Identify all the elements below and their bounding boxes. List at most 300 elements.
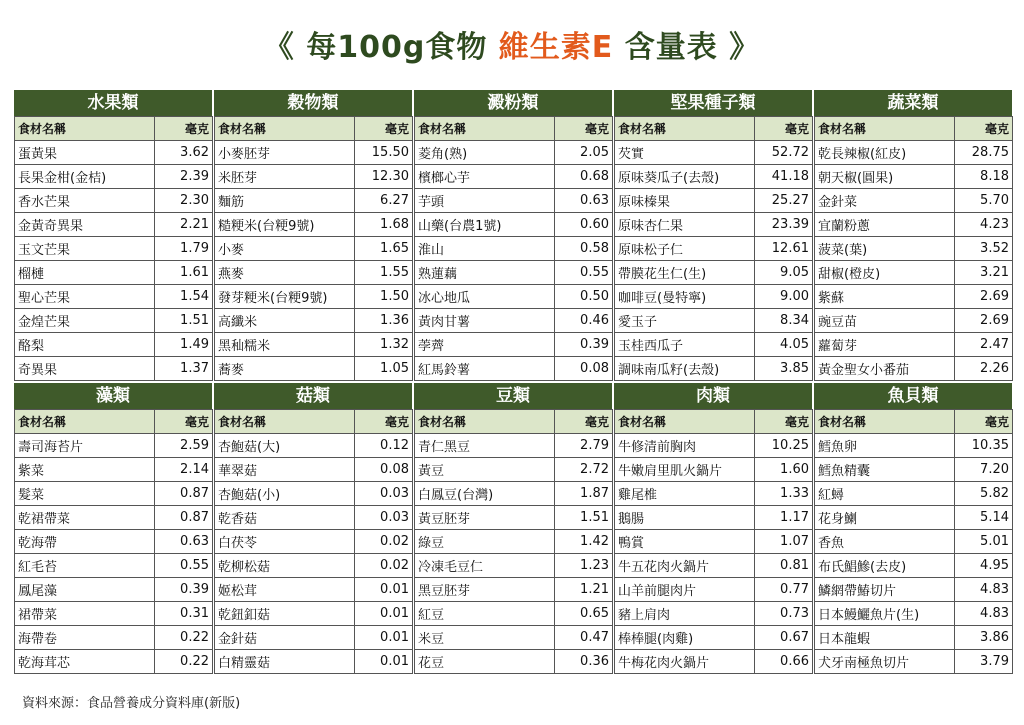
vitamin-e-value-cell: 2.05 bbox=[555, 141, 613, 165]
vitamin-e-value-cell: 0.22 bbox=[155, 626, 213, 650]
table-row bbox=[15, 626, 213, 650]
food-name-cell: 榴槤 bbox=[15, 261, 155, 285]
food-name-cell: 花豆 bbox=[415, 650, 555, 674]
vitamin-e-value-cell: 1.17 bbox=[755, 506, 813, 530]
food-name-cell: 糙粳米(台粳9號) bbox=[215, 213, 355, 237]
vitamin-e-value-cell: 0.66 bbox=[755, 650, 813, 674]
food-name-cell: 黃肉甘薯 bbox=[415, 309, 555, 333]
table-row bbox=[415, 357, 613, 381]
vitamin-e-value-cell: 0.39 bbox=[555, 333, 613, 357]
category-block bbox=[614, 383, 812, 674]
vitamin-e-value-cell: 2.30 bbox=[155, 189, 213, 213]
table-row bbox=[815, 141, 1013, 165]
title-prefix: 《 每100g食物 bbox=[263, 30, 499, 65]
column-header-name: 食材名稱 bbox=[615, 117, 755, 141]
food-name-cell: 朝天椒(圓果) bbox=[815, 165, 955, 189]
table-row bbox=[15, 506, 213, 530]
table-row bbox=[215, 261, 413, 285]
table-row bbox=[15, 189, 213, 213]
table-row bbox=[815, 482, 1013, 506]
table-row bbox=[415, 333, 613, 357]
category-block bbox=[414, 90, 612, 381]
food-name-cell: 金黃奇異果 bbox=[15, 213, 155, 237]
food-name-cell: 蕎麥 bbox=[215, 357, 355, 381]
table-row bbox=[815, 578, 1013, 602]
food-name-cell: 杏鮑菇(小) bbox=[215, 482, 355, 506]
food-name-cell: 黃金聖女小番茄 bbox=[815, 357, 955, 381]
vitamin-e-value-cell: 41.18 bbox=[755, 165, 813, 189]
vitamin-e-value-cell: 1.65 bbox=[355, 237, 413, 261]
table-row bbox=[815, 261, 1013, 285]
column-header-name: 食材名稱 bbox=[415, 117, 555, 141]
vitamin-e-value-cell: 0.58 bbox=[555, 237, 613, 261]
food-name-cell: 牛五花肉火鍋片 bbox=[615, 554, 755, 578]
food-name-cell: 金煌芒果 bbox=[15, 309, 155, 333]
table-row bbox=[815, 213, 1013, 237]
vitamin-e-value-cell: 0.02 bbox=[355, 554, 413, 578]
vitamin-e-value-cell: 0.08 bbox=[355, 458, 413, 482]
table-row bbox=[15, 578, 213, 602]
column-header-name: 食材名稱 bbox=[15, 410, 155, 434]
vitamin-e-value-cell: 2.79 bbox=[555, 434, 613, 458]
food-name-cell: 聖心芒果 bbox=[15, 285, 155, 309]
vitamin-e-value-cell: 5.70 bbox=[955, 189, 1013, 213]
food-table bbox=[414, 409, 613, 674]
food-table bbox=[614, 116, 813, 381]
category-block bbox=[214, 90, 412, 381]
table-row bbox=[15, 213, 213, 237]
category-block bbox=[814, 90, 1012, 381]
vitamin-e-value-cell: 15.50 bbox=[355, 141, 413, 165]
table-row bbox=[215, 213, 413, 237]
vitamin-e-value-cell: 0.08 bbox=[555, 357, 613, 381]
food-name-cell: 香水芒果 bbox=[15, 189, 155, 213]
vitamin-e-value-cell: 4.95 bbox=[955, 554, 1013, 578]
food-name-cell: 姬松茸 bbox=[215, 578, 355, 602]
category-block bbox=[14, 383, 212, 674]
food-name-cell: 綠豆 bbox=[415, 530, 555, 554]
table-row bbox=[615, 554, 813, 578]
table-row bbox=[15, 237, 213, 261]
table-row bbox=[215, 189, 413, 213]
food-name-cell: 日本鰻鱺魚片(生) bbox=[815, 602, 955, 626]
category-title: 藻類 bbox=[14, 383, 212, 409]
food-name-cell: 小麥胚芽 bbox=[215, 141, 355, 165]
food-name-cell: 乾柳松菇 bbox=[215, 554, 355, 578]
food-name-cell: 乾海茸芯 bbox=[15, 650, 155, 674]
vitamin-e-value-cell: 7.20 bbox=[955, 458, 1013, 482]
food-name-cell: 犬牙南極魚切片 bbox=[815, 650, 955, 674]
food-table bbox=[14, 116, 213, 381]
table-row bbox=[615, 237, 813, 261]
table-row bbox=[415, 165, 613, 189]
category-title: 水果類 bbox=[14, 90, 212, 116]
table-header-row bbox=[815, 410, 1013, 434]
food-name-cell: 牛梅花肉火鍋片 bbox=[615, 650, 755, 674]
vitamin-e-value-cell: 1.07 bbox=[755, 530, 813, 554]
vitamin-e-value-cell: 4.23 bbox=[955, 213, 1013, 237]
vitamin-e-value-cell: 10.35 bbox=[955, 434, 1013, 458]
food-name-cell: 鴨賞 bbox=[615, 530, 755, 554]
food-name-cell: 黑豆胚芽 bbox=[415, 578, 555, 602]
food-name-cell: 乾裙帶菜 bbox=[15, 506, 155, 530]
food-name-cell: 豬上肩肉 bbox=[615, 602, 755, 626]
table-row bbox=[815, 554, 1013, 578]
food-name-cell: 米豆 bbox=[415, 626, 555, 650]
table-row bbox=[415, 626, 613, 650]
food-name-cell: 海帶卷 bbox=[15, 626, 155, 650]
table-row bbox=[215, 285, 413, 309]
vitamin-e-value-cell: 0.03 bbox=[355, 482, 413, 506]
table-header-row bbox=[815, 117, 1013, 141]
food-table bbox=[614, 409, 813, 674]
table-row bbox=[215, 626, 413, 650]
table-row bbox=[815, 626, 1013, 650]
vitamin-e-value-cell: 8.18 bbox=[955, 165, 1013, 189]
table-row bbox=[215, 237, 413, 261]
vitamin-e-value-cell: 0.01 bbox=[355, 650, 413, 674]
food-table bbox=[214, 409, 413, 674]
table-row bbox=[415, 213, 613, 237]
food-name-cell: 小麥 bbox=[215, 237, 355, 261]
table-row bbox=[615, 506, 813, 530]
food-name-cell: 豌豆苗 bbox=[815, 309, 955, 333]
vitamin-e-value-cell: 3.52 bbox=[955, 237, 1013, 261]
vitamin-e-value-cell: 1.49 bbox=[155, 333, 213, 357]
food-name-cell: 乾海帶 bbox=[15, 530, 155, 554]
category-block bbox=[814, 383, 1012, 674]
vitamin-e-value-cell: 1.05 bbox=[355, 357, 413, 381]
vitamin-e-value-cell: 5.01 bbox=[955, 530, 1013, 554]
table-header-row bbox=[15, 117, 213, 141]
vitamin-e-value-cell: 1.33 bbox=[755, 482, 813, 506]
vitamin-e-value-cell: 4.05 bbox=[755, 333, 813, 357]
vitamin-e-value-cell: 12.61 bbox=[755, 237, 813, 261]
table-row bbox=[615, 213, 813, 237]
food-name-cell: 布氏鯧鰺(去皮) bbox=[815, 554, 955, 578]
table-row bbox=[415, 309, 613, 333]
food-name-cell: 白鳳豆(台灣) bbox=[415, 482, 555, 506]
table-row bbox=[15, 333, 213, 357]
category-block bbox=[614, 90, 812, 381]
column-header-unit: 毫克 bbox=[155, 117, 213, 141]
food-name-cell: 芋頭 bbox=[415, 189, 555, 213]
vitamin-e-value-cell: 0.63 bbox=[555, 189, 613, 213]
vitamin-e-value-cell: 1.42 bbox=[555, 530, 613, 554]
food-name-cell: 紫菜 bbox=[15, 458, 155, 482]
column-header-unit: 毫克 bbox=[755, 117, 813, 141]
food-name-cell: 牛嫩肩里肌火鍋片 bbox=[615, 458, 755, 482]
vitamin-e-value-cell: 0.12 bbox=[355, 434, 413, 458]
vitamin-e-value-cell: 0.01 bbox=[355, 602, 413, 626]
vitamin-e-value-cell: 2.69 bbox=[955, 285, 1013, 309]
food-name-cell: 黑秈糯米 bbox=[215, 333, 355, 357]
food-name-cell: 裙帶菜 bbox=[15, 602, 155, 626]
table-header-row bbox=[15, 410, 213, 434]
page-title bbox=[0, 22, 1024, 66]
food-name-cell: 燕麥 bbox=[215, 261, 355, 285]
table-row bbox=[415, 650, 613, 674]
category-title: 豆類 bbox=[414, 383, 612, 409]
table-row bbox=[15, 434, 213, 458]
table-header-row bbox=[615, 410, 813, 434]
table-row bbox=[815, 458, 1013, 482]
table-row bbox=[615, 141, 813, 165]
table-row bbox=[15, 261, 213, 285]
table-row bbox=[215, 482, 413, 506]
food-table bbox=[814, 409, 1013, 674]
food-name-cell: 雞尾椎 bbox=[615, 482, 755, 506]
table-row bbox=[15, 602, 213, 626]
vitamin-e-value-cell: 1.36 bbox=[355, 309, 413, 333]
food-name-cell: 玉文芒果 bbox=[15, 237, 155, 261]
table-row bbox=[415, 189, 613, 213]
food-name-cell: 乾鈕釦菇 bbox=[215, 602, 355, 626]
vitamin-e-value-cell: 1.55 bbox=[355, 261, 413, 285]
vitamin-e-value-cell: 12.30 bbox=[355, 165, 413, 189]
food-name-cell: 香魚 bbox=[815, 530, 955, 554]
table-row bbox=[615, 530, 813, 554]
table-row bbox=[415, 458, 613, 482]
table-row bbox=[415, 261, 613, 285]
category-title: 澱粉類 bbox=[414, 90, 612, 116]
table-row bbox=[215, 141, 413, 165]
vitamin-e-value-cell: 4.83 bbox=[955, 602, 1013, 626]
category-block bbox=[14, 90, 212, 381]
vitamin-e-value-cell: 3.79 bbox=[955, 650, 1013, 674]
vitamin-e-value-cell: 0.36 bbox=[555, 650, 613, 674]
table-row bbox=[815, 650, 1013, 674]
table-row bbox=[215, 333, 413, 357]
table-row bbox=[615, 309, 813, 333]
vitamin-e-value-cell: 28.75 bbox=[955, 141, 1013, 165]
title-suffix: 含量表 》 bbox=[613, 30, 761, 65]
food-name-cell: 黃豆胚芽 bbox=[415, 506, 555, 530]
vitamin-e-value-cell: 5.14 bbox=[955, 506, 1013, 530]
column-header-unit: 毫克 bbox=[755, 410, 813, 434]
vitamin-e-value-cell: 0.46 bbox=[555, 309, 613, 333]
vitamin-e-value-cell: 0.63 bbox=[155, 530, 213, 554]
vitamin-e-value-cell: 2.69 bbox=[955, 309, 1013, 333]
food-table bbox=[14, 409, 213, 674]
food-name-cell: 蛋黃果 bbox=[15, 141, 155, 165]
food-name-cell: 白精靈菇 bbox=[215, 650, 355, 674]
table-row bbox=[215, 530, 413, 554]
food-name-cell: 發芽粳米(台粳9號) bbox=[215, 285, 355, 309]
column-header-name: 食材名稱 bbox=[815, 410, 955, 434]
food-name-cell: 鱈魚精囊 bbox=[815, 458, 955, 482]
table-row bbox=[15, 530, 213, 554]
table-row bbox=[215, 434, 413, 458]
food-name-cell: 菠菜(葉) bbox=[815, 237, 955, 261]
food-name-cell: 華翠菇 bbox=[215, 458, 355, 482]
vitamin-e-value-cell: 3.62 bbox=[155, 141, 213, 165]
column-header-name: 食材名稱 bbox=[815, 117, 955, 141]
title-highlight: 維生素E bbox=[498, 30, 614, 65]
vitamin-e-value-cell: 23.39 bbox=[755, 213, 813, 237]
category-title: 蔬菜類 bbox=[814, 90, 1012, 116]
vitamin-e-value-cell: 0.60 bbox=[555, 213, 613, 237]
food-name-cell: 高纖米 bbox=[215, 309, 355, 333]
food-name-cell: 蘿蔔芽 bbox=[815, 333, 955, 357]
food-name-cell: 熟蓮藕 bbox=[415, 261, 555, 285]
vitamin-e-value-cell: 0.50 bbox=[555, 285, 613, 309]
vitamin-e-value-cell: 0.01 bbox=[355, 626, 413, 650]
food-name-cell: 紅馬鈴薯 bbox=[415, 357, 555, 381]
vitamin-e-value-cell: 1.32 bbox=[355, 333, 413, 357]
vitamin-e-value-cell: 0.39 bbox=[155, 578, 213, 602]
table-row bbox=[615, 578, 813, 602]
food-name-cell: 玉桂西瓜子 bbox=[615, 333, 755, 357]
table-header-row bbox=[615, 117, 813, 141]
vitamin-e-value-cell: 1.61 bbox=[155, 261, 213, 285]
table-row bbox=[15, 285, 213, 309]
table-row bbox=[815, 357, 1013, 381]
food-name-cell: 金針菇 bbox=[215, 626, 355, 650]
table-row bbox=[415, 482, 613, 506]
column-header-unit: 毫克 bbox=[355, 410, 413, 434]
table-row bbox=[815, 165, 1013, 189]
table-row bbox=[215, 554, 413, 578]
table-row bbox=[615, 626, 813, 650]
food-name-cell: 乾香菇 bbox=[215, 506, 355, 530]
category-title: 魚貝類 bbox=[814, 383, 1012, 409]
vitamin-e-value-cell: 3.85 bbox=[755, 357, 813, 381]
food-name-cell: 原味葵瓜子(去殼) bbox=[615, 165, 755, 189]
column-header-name: 食材名稱 bbox=[15, 117, 155, 141]
food-name-cell: 淮山 bbox=[415, 237, 555, 261]
category-title: 穀物類 bbox=[214, 90, 412, 116]
vitamin-e-value-cell: 0.73 bbox=[755, 602, 813, 626]
vitamin-e-value-cell: 10.25 bbox=[755, 434, 813, 458]
vitamin-e-value-cell: 9.05 bbox=[755, 261, 813, 285]
table-row bbox=[415, 530, 613, 554]
table-row bbox=[15, 165, 213, 189]
vitamin-e-value-cell: 2.21 bbox=[155, 213, 213, 237]
table-row bbox=[15, 141, 213, 165]
table-row bbox=[215, 165, 413, 189]
food-name-cell: 咖啡豆(曼特寧) bbox=[615, 285, 755, 309]
table-row bbox=[615, 434, 813, 458]
food-name-cell: 愛玉子 bbox=[615, 309, 755, 333]
table-row bbox=[215, 602, 413, 626]
vitamin-e-value-cell: 0.22 bbox=[155, 650, 213, 674]
vitamin-e-value-cell: 5.82 bbox=[955, 482, 1013, 506]
column-header-name: 食材名稱 bbox=[215, 117, 355, 141]
vitamin-e-value-cell: 3.86 bbox=[955, 626, 1013, 650]
food-name-cell: 冰心地瓜 bbox=[415, 285, 555, 309]
vitamin-e-value-cell: 1.60 bbox=[755, 458, 813, 482]
food-name-cell: 山藥(台農1號) bbox=[415, 213, 555, 237]
table-row bbox=[615, 650, 813, 674]
vitamin-e-value-cell: 1.51 bbox=[555, 506, 613, 530]
vitamin-e-value-cell: 1.23 bbox=[555, 554, 613, 578]
table-row bbox=[15, 650, 213, 674]
vitamin-e-value-cell: 1.87 bbox=[555, 482, 613, 506]
food-name-cell: 原味松子仁 bbox=[615, 237, 755, 261]
table-row bbox=[15, 554, 213, 578]
table-row bbox=[615, 602, 813, 626]
food-name-cell: 杏鮑菇(大) bbox=[215, 434, 355, 458]
column-header-unit: 毫克 bbox=[555, 410, 613, 434]
vitamin-e-value-cell: 0.68 bbox=[555, 165, 613, 189]
food-name-cell: 牛修清前胸肉 bbox=[615, 434, 755, 458]
vitamin-e-value-cell: 6.27 bbox=[355, 189, 413, 213]
food-name-cell: 棒棒腿(肉雞) bbox=[615, 626, 755, 650]
vitamin-e-value-cell: 4.83 bbox=[955, 578, 1013, 602]
column-header-unit: 毫克 bbox=[955, 117, 1013, 141]
vitamin-e-value-cell: 52.72 bbox=[755, 141, 813, 165]
food-name-cell: 青仁黑豆 bbox=[415, 434, 555, 458]
vitamin-e-value-cell: 0.31 bbox=[155, 602, 213, 626]
vitamin-e-value-cell: 8.34 bbox=[755, 309, 813, 333]
vitamin-e-value-cell: 0.87 bbox=[155, 482, 213, 506]
table-row bbox=[815, 506, 1013, 530]
food-table bbox=[214, 116, 413, 381]
table-row bbox=[815, 285, 1013, 309]
table-row bbox=[215, 506, 413, 530]
vitamin-e-value-cell: 1.51 bbox=[155, 309, 213, 333]
column-header-name: 食材名稱 bbox=[615, 410, 755, 434]
table-row bbox=[615, 458, 813, 482]
table-header-row bbox=[215, 117, 413, 141]
food-name-cell: 帶膜花生仁(生) bbox=[615, 261, 755, 285]
vitamin-e-value-cell: 9.00 bbox=[755, 285, 813, 309]
food-name-cell: 乾長辣椒(紅皮) bbox=[815, 141, 955, 165]
vitamin-e-value-cell: 0.02 bbox=[355, 530, 413, 554]
food-name-cell: 鵝腸 bbox=[615, 506, 755, 530]
vitamin-e-value-cell: 0.01 bbox=[355, 578, 413, 602]
food-name-cell: 冷凍毛豆仁 bbox=[415, 554, 555, 578]
table-header-row bbox=[415, 117, 613, 141]
food-name-cell: 調味南瓜籽(去殼) bbox=[615, 357, 755, 381]
table-row bbox=[615, 261, 813, 285]
vitamin-e-value-cell: 0.47 bbox=[555, 626, 613, 650]
food-name-cell: 髮菜 bbox=[15, 482, 155, 506]
vitamin-e-value-cell: 2.47 bbox=[955, 333, 1013, 357]
food-name-cell: 奇異果 bbox=[15, 357, 155, 381]
table-row bbox=[615, 189, 813, 213]
food-name-cell: 甜椒(橙皮) bbox=[815, 261, 955, 285]
vitamin-e-value-cell: 2.59 bbox=[155, 434, 213, 458]
table-row bbox=[615, 482, 813, 506]
food-name-cell: 紅豆 bbox=[415, 602, 555, 626]
table-row bbox=[415, 554, 613, 578]
vitamin-e-value-cell: 1.79 bbox=[155, 237, 213, 261]
food-name-cell: 紫蘇 bbox=[815, 285, 955, 309]
vitamin-e-value-cell: 3.21 bbox=[955, 261, 1013, 285]
table-row bbox=[415, 602, 613, 626]
column-header-unit: 毫克 bbox=[155, 410, 213, 434]
table-row bbox=[15, 458, 213, 482]
table-row bbox=[415, 237, 613, 261]
table-row bbox=[815, 530, 1013, 554]
vitamin-e-value-cell: 0.81 bbox=[755, 554, 813, 578]
category-block bbox=[414, 383, 612, 674]
vitamin-e-value-cell: 1.21 bbox=[555, 578, 613, 602]
food-name-cell: 鳳尾藻 bbox=[15, 578, 155, 602]
table-row bbox=[815, 602, 1013, 626]
vitamin-e-value-cell: 0.87 bbox=[155, 506, 213, 530]
table-row bbox=[215, 357, 413, 381]
food-name-cell: 原味杏仁果 bbox=[615, 213, 755, 237]
column-header-unit: 毫克 bbox=[955, 410, 1013, 434]
food-name-cell: 紅毛苔 bbox=[15, 554, 155, 578]
category-title: 堅果種子類 bbox=[614, 90, 812, 116]
table-row bbox=[415, 434, 613, 458]
food-name-cell: 金針菜 bbox=[815, 189, 955, 213]
food-name-cell: 日本龍蝦 bbox=[815, 626, 955, 650]
